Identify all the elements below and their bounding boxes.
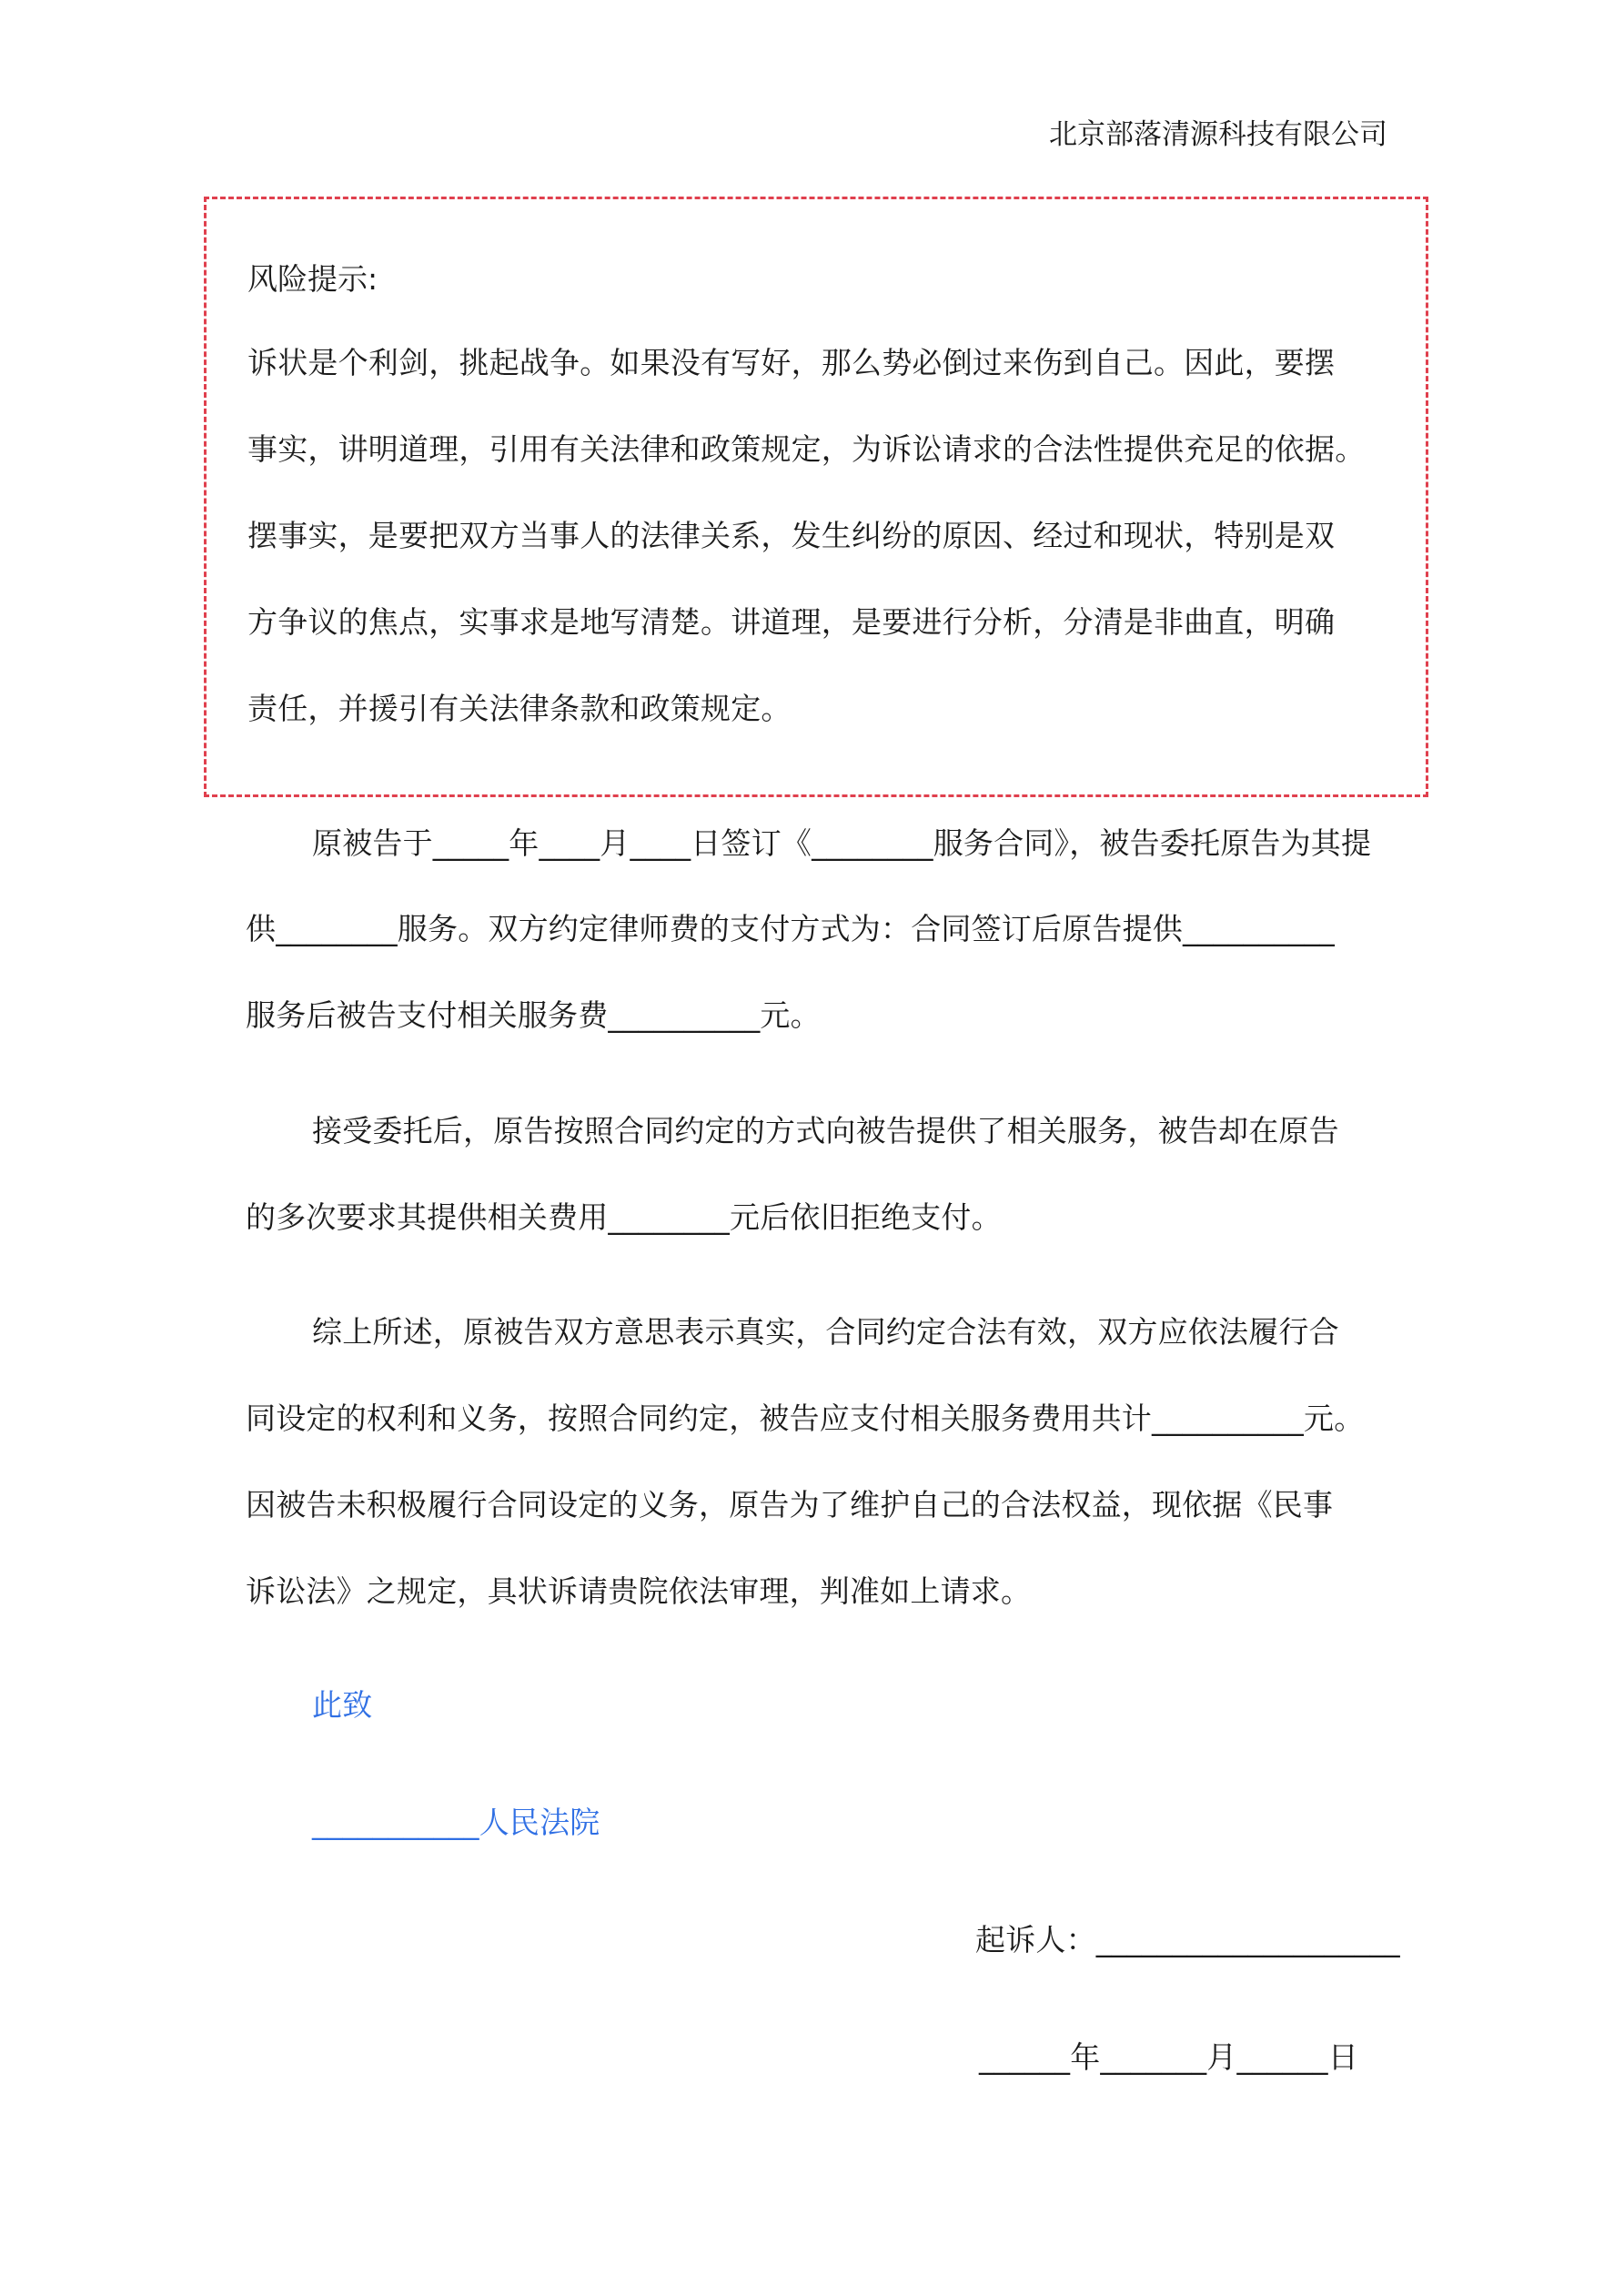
body-paragraph-3-line: 因被告未积极履行合同设定的义务，原告为了维护自己的合法权益，现依据《民事 (246, 1487, 1334, 1522)
body-paragraph-1-line: 供________服务。双方约定律师费的支付方式为：合同签订后原告提供__________ (246, 911, 1335, 946)
body-paragraph-1-line: 原被告于_____年____月____日签订《________服务合同》，被告委托原告为其提 (312, 825, 1372, 861)
body-paragraph-3-line: 诉讼法》之规定，具状诉请贵院依法审理，判准如上请求。 (246, 1573, 1032, 1609)
body-paragraph-2-line: 接受委托后，原告按照合同约定的方式向被告提供了相关服务，被告却在原告 (312, 1113, 1339, 1148)
salutation: 此致 (312, 1687, 373, 1723)
risk-notice-line: 诉状是个利剑，挑起战争。如果没有写好，那么势必倒过来伤到自己。因此，要摆 (247, 345, 1336, 380)
body-paragraph-3-line: 综上所述，原被告双方意思表示真实，合同约定合法有效，双方应依法履行合 (312, 1314, 1339, 1350)
risk-notice-line: 事实，讲明道理，引用有关法律和政策规定，为诉讼请求的合法性提供充足的依据。 (247, 431, 1366, 467)
risk-notice-title: 风险提示: (247, 261, 378, 297)
risk-notice-line: 方争议的焦点，实事求是地写清楚。讲道理，是要进行分析，分清是非曲直，明确 (247, 604, 1336, 640)
plaintiff-signature: 起诉人：____________________ (975, 1922, 1400, 1957)
court-name: ___________人民法院 (312, 1805, 600, 1840)
signature-date: ______年_______月______日 (979, 2039, 1358, 2075)
company-name: 北京部落清源科技有限公司 (1049, 118, 1387, 151)
risk-notice-line: 摆事实，是要把双方当事人的法律关系，发生纠纷的原因、经过和现状，特别是双 (247, 518, 1336, 553)
risk-notice-box (204, 197, 1428, 797)
risk-notice-line: 责任，并援引有关法律条款和政策规定。 (247, 691, 792, 726)
body-paragraph-1-line: 服务后被告支付相关服务费__________元。 (246, 997, 821, 1033)
body-paragraph-2-line: 的多次要求其提供相关费用________元后依旧拒绝支付。 (246, 1199, 1002, 1235)
body-paragraph-3-line: 同设定的权利和义务，按照合同约定，被告应支付相关服务费用共计__________元。 (246, 1401, 1365, 1436)
